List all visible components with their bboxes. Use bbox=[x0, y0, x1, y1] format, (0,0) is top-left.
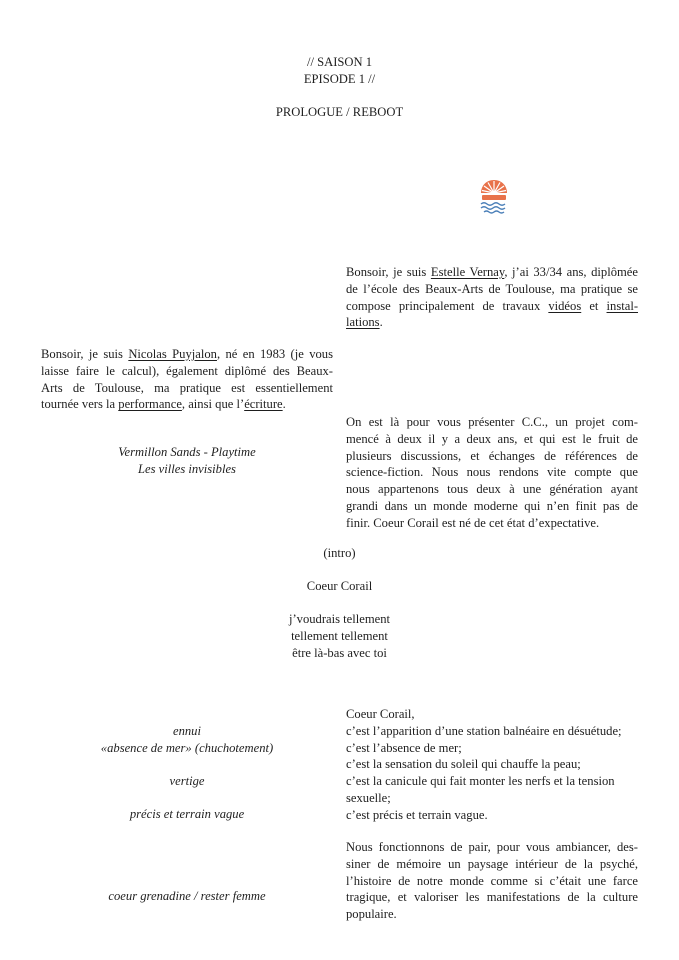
videos-link[interactable]: vidéos bbox=[548, 298, 582, 313]
presentation-paragraph: On est là pour vous présenter C.C., un projet com- mencé à deux il y a deux ans, et qui est le fruit de plusieurs discussions, et échanges de références de science-fiction. Nous nous rendons vite compte que nous appartenons tous deux à une génération ayant grandi dans un monde moderne qui n’en finit pas de finir. Coeur Corail est né de cet état d’expectative. bbox=[346, 415, 638, 530]
performance-link[interactable]: performance bbox=[118, 397, 182, 412]
definition-block: Coeur Corail, c’est l’apparition d’une station balnéaire en désuétude; c’est l’absence de mer; c’est la sensation du soleil qui chauffe la peau; c’est la canicule qui fait monter les nerfs et la tension sexuelle; c’est précis et terrain vague. bbox=[346, 707, 622, 822]
header bbox=[0, 54, 679, 120]
reference-villes-invisibles: Les villes invisibles bbox=[138, 461, 236, 476]
nicolas-puyjalon-link[interactable]: Nicolas Puyjalon bbox=[128, 347, 217, 361]
intro-label: (intro) bbox=[323, 546, 356, 560]
installations-link-part2[interactable]: lations bbox=[346, 315, 380, 330]
side-references bbox=[41, 444, 333, 478]
closing-paragraph: Nous fonctionnons de pair, pour vous ambiancer, des- siner de mémoire un paysage intérieur de la psyché, l’histoire de notre monde comme si c’était une farce tragique, et valoriser les manifestations de la culture populaire. bbox=[346, 840, 638, 922]
reference-vermillon-sands: Vermillon Sands - Playtime bbox=[118, 445, 256, 459]
side-note-absence: «absence de mer» (chuchotement) bbox=[100, 741, 274, 755]
ecriture-link[interactable]: écriture bbox=[244, 397, 283, 412]
lyric-line: être là-bas avec toi bbox=[292, 645, 387, 660]
side-note-ennui: ennui bbox=[173, 724, 201, 738]
episode-label: EPISODE 1 // bbox=[303, 71, 376, 86]
side-note-vertige: vertige bbox=[169, 774, 205, 788]
nicolas-intro: Bonsoir, je suis Nicolas Puyjalon, né en 1983 (je vous laisse faire le calcul), également diplômé des Beaux- Arts de Toulouse, ma pratique est essentiellement tournée vers la performance, ainsi que l’écriture. bbox=[41, 347, 333, 412]
page-title: PROLOGUE / REBOOT bbox=[275, 104, 404, 119]
shell-sun-logo bbox=[477, 178, 511, 214]
season-label: // SAISON 1 bbox=[306, 55, 373, 69]
estelle-intro: Bonsoir, je suis Estelle Vernay, j’ai 33/34 ans, diplômée de l’école des Beaux-Arts de Toulouse, ma pratique se compose principalement de travaux vidéos et instal- lations. bbox=[346, 265, 639, 330]
lyric-line: j’voudrais tellement bbox=[288, 612, 391, 626]
estelle-vernay-link[interactable]: Estelle Vernay bbox=[430, 265, 505, 279]
side-note-grenadine: coeur grenadine / rester femme bbox=[108, 889, 266, 903]
shell-sun-icon bbox=[477, 178, 511, 214]
song-lyrics bbox=[0, 611, 679, 661]
lyric-line: tellement tellement bbox=[291, 628, 388, 643]
song-title: Coeur Corail bbox=[306, 579, 373, 593]
installations-link-part1[interactable]: instal- bbox=[606, 298, 639, 313]
side-note-precis: précis et terrain vague bbox=[129, 807, 245, 821]
